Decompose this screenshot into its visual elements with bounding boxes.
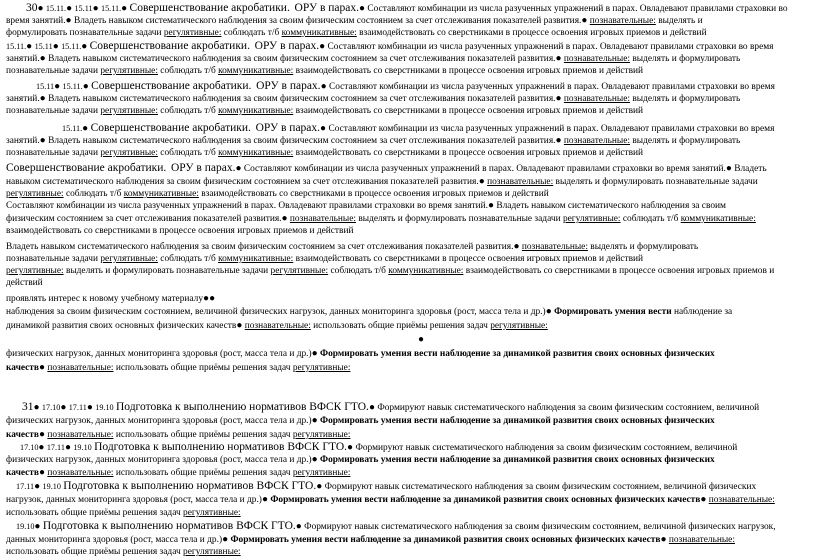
b13-line2: данных мониторинга здоровья (рост, масса тела и др.)● Формировать умения вести наблюдение за динамикой развития своих основных физических качеств● познавательные: [6, 534, 735, 545]
b7-line2: познавательные задачи регулятивные: соблюдать т/б коммуникативные: взаимодействовать со сверстниками в процессе освоения игровых приемов и действий [6, 254, 644, 264]
b12-line1: 17.11● 19.10 Подготовка к выполнению нормативов ВФСК ГТО.● Формируют навык систематического наблюдения за своим физическим состоянием, величиной физических [16, 480, 757, 492]
date: 15.11 [74, 4, 93, 13]
b13-line1: 19.10● Подготовка к выполнению нормативов ВФСК ГТО.● Формируют навык систематического наблюдения за своим физическим состоянием, величиной физических нагрузок, [16, 520, 776, 532]
oru: ОРУ в парах. [294, 2, 360, 14]
lesson-number: 30 [26, 2, 38, 14]
b9-line1: физических нагрузок, данных мониторинга здоровья (рост, масса тела и др.)● Формировать умения вести наблюдение за динамикой развития своих основных физических [6, 348, 715, 359]
b3-line1: 15.11● 15.11.● Совершенствование акробатики. ОРУ в парах.● Составляют комбинации из числа разученных упражнений в парах. Овладевают правилами страховки во время [36, 80, 775, 92]
lesson-number: 31 [22, 401, 34, 413]
b1-line1: 30● 15.11.● 15.11● 15.11.● Совершенствование акробатики. ОРУ в парах.● Составляют комбинации из числа разученных упражнений в парах. Овладевают правилами страховки во [26, 2, 788, 14]
b2-line1: 15.11.● 15.11● 15.11.● Совершенствование акробатики. ОРУ в парах.● Составляют комбинации из числа разученных упражнений в парах. Овладевают правилами страховки во время [6, 40, 774, 52]
b5-line3: регулятивные: соблюдать т/б коммуникативные: взаимодействовать со сверстниками в процессе освоения игровых приемов и действий [6, 189, 549, 199]
b10-line2: физических нагрузок, данных мониторинга здоровья (рост, масса тела и др.)● Формировать умения вести наблюдение за динамикой развития своих основных физических [6, 415, 715, 426]
b6-line1: Составляют комбинации из числа разученных упражнений в парах. Овладевают правилами страховки во время занятий.● Владеть навыком систематического наблюдения за своим [6, 200, 726, 211]
b12-line2: нагрузок, данных мониторинга здоровья (рост, масса тела и др.)● Формировать умения вести наблюдение за динамикой развития своих основных физических качеств● познавательные: [6, 494, 775, 505]
b3-line3: познавательные задачи регулятивные: соблюдать т/б коммуникативные: взаимодействовать со сверстниками в процессе освоения игровых приемов и действий [6, 106, 644, 116]
b4-line3: познавательные задачи регулятивные: соблюдать т/б коммуникативные: взаимодействовать со сверстниками в процессе освоения игровых приемов и действий [6, 148, 644, 158]
b5-line2: навыком систематического наблюдения за своим физическим состоянием за счет отслеживания показателей развития.● познавательные: выделять и формулировать познавательные задачи [6, 176, 758, 187]
b8-line2: наблюдения за своим физическим состоянием, величиной физических нагрузок, данных мониторинга здоровья (рост, масса тела и др.)● Формировать умения вести наблюдение за [6, 306, 733, 317]
b5-line1: Совершенствование акробатики. ОРУ в парах.● Составляют комбинации из числа разученных упражнений в парах. Овладевают правилами страховки во время занятий.● Владеть [6, 162, 767, 174]
date: 15.11. [45, 4, 67, 13]
b2-line3: познавательные задачи регулятивные: соблюдать т/б коммуникативные: взаимодействовать со сверстниками в процессе освоения игровых приемов и действий [6, 66, 644, 76]
b2-line2: занятий.● Владеть навыком систематического наблюдения за своим физическим состоянием за счет отслеживания показателей развития.● познавательные: выделять и формулировать [6, 53, 741, 64]
b11-line3: качеств● познавательные: использовать общие приёмы решения задач регулятивные: [6, 467, 351, 478]
b11-line1: 17.10● 17.11● 19.10 Подготовка к выполнению нормативов ВФСК ГТО.● Формируют навык систематического наблюдения за своим физическим состоянием, величиной [20, 441, 738, 453]
bullet-dot: ● [418, 334, 425, 345]
b3-line2: занятий.● Владеть навыком систематического наблюдения за своим физическим состоянием за счет отслеживания показателей развития.● познавательные: выделять и формулировать [6, 93, 741, 104]
b4-line1: 15.11.● Совершенствование акробатики. ОРУ в парах.● Составляют комбинации из числа разученных упражнений в парах. Овладевают правилами страховки во время [62, 122, 775, 134]
b1-line3: формулировать познавательные задачи регулятивные: соблюдать т/б коммуникативные: взаимодействовать со сверстниками в процессе освоения игровых приемов и действий [6, 28, 707, 38]
date: 15.11. [100, 4, 122, 13]
b8-line3: динамикой развития своих основных физических качеств● познавательные: использовать общие приёмы решения задач регулятивные: [6, 320, 548, 331]
b4-line2: занятий.● Владеть навыком систематического наблюдения за своим физическим состоянием за счет отслеживания показателей развития.● познавательные: выделять и формулировать [6, 135, 741, 146]
b8-line1: проявлять интерес к новому учебному материалу●● [6, 293, 216, 304]
b12-line3: использовать общие приёмы решения задач регулятивные: [6, 508, 241, 518]
lesson-topic: Совершенствование акробатики. [129, 2, 290, 14]
b10-line1: 31● 17.10● 17.11● 19.10 Подготовка к выполнению нормативов ВФСК ГТО.● Формируют навык систематического наблюдения за своим физическим состоянием, величиной [22, 401, 760, 413]
b7-line1: Владеть навыком систематического наблюдения за своим физическим состоянием за счет отслеживания показателей развития.● познавательные: выделять и формулировать [6, 241, 699, 252]
b6-line2: физическим состоянием за счет отслеживания показателей развития.● познавательные: выделять и формулировать познавательные задачи регулятивные: соблюдать т/б коммуникативные: [6, 213, 756, 224]
b11-line2: физических нагрузок, данных мониторинга здоровья (рост, масса тела и др.)● Формировать умения вести наблюдение за динамикой развития своих основных физических [6, 454, 715, 465]
b10-line3: качеств● познавательные: использовать общие приёмы решения задач регулятивные: [6, 429, 351, 440]
b7-line3: регулятивные: выделять и формулировать познавательные задачи регулятивные: соблюдать т/б коммуникативные: взаимодействовать со сверстниками в процессе освоения игровых приемов и [6, 266, 775, 276]
b7-line4: действий [6, 278, 43, 288]
b6-line3: взаимодействовать со сверстниками в процессе освоения игровых приемов и действий [6, 226, 354, 236]
b9-line2: качеств● познавательные: использовать общие приёмы решения задач регулятивные: [6, 362, 351, 373]
b13-line3: использовать общие приёмы решения задач регулятивные: [6, 547, 241, 557]
b1-line2: время занятий.● Владеть навыком систематического наблюдения за своим физическим состоянием за счет отслеживания показателей развития.● познавательные: выделять и [6, 15, 703, 26]
